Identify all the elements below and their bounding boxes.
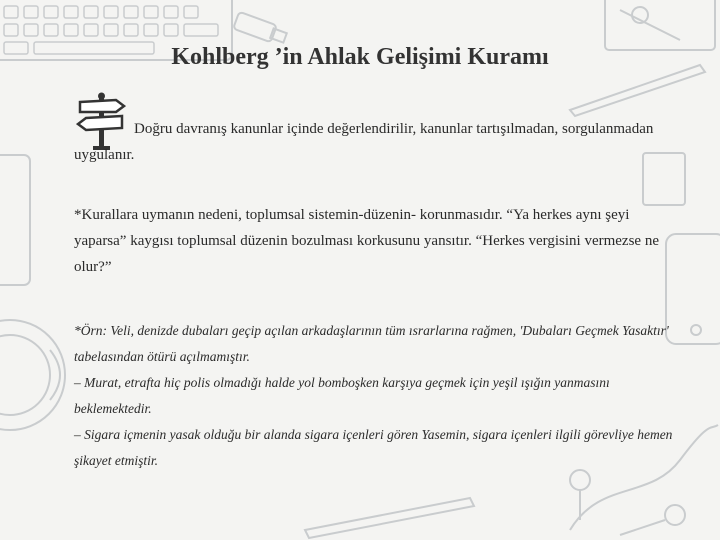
- intro-paragraph: Doğru davranış kanunlar içinde değerlendirilir, kanunlar tartışılmadan, sorgulanmadan uygulanır.: [74, 121, 654, 163]
- example-item: *Örn: Veli, denizde dubaları geçip açılan arkadaşlarının tüm ısrarlarına rağmen, 'Dubaları Geçmek Yasaktır' tabelasından ötürü açılmamıştır.: [74, 323, 669, 364]
- example-item: – Murat, etrafta hiç polis olmadığı halde yol bomboşken karşıya geçmek için yeşil ışığın yanmasını beklemektedir.: [74, 375, 610, 416]
- laptop-icon: [0, 150, 40, 300]
- slide-title: Kohlberg ’in Ahlak Gelişimi Kuramı: [171, 44, 549, 70]
- examples-list: [74, 318, 674, 474]
- pen-icon: [300, 490, 480, 540]
- coffee-cup-icon: [0, 300, 70, 450]
- example-item: – Sigara içmenin yasak olduğu bir alanda sigara içenleri gören Yasemin, sigara içenleri ilgili görevliye hemen şikayet etmiştir.: [74, 427, 673, 468]
- explanation-paragraph: *Kurallara uymanın nedeni, toplumsal sistemin-düzenin- korunmasıdır. “Ya herkes aynı şeyi yaparsa” kaygısı toplumsal düzenin bozulması korkusunu yansıtır. “Herkes vergisini vermezse ne olur?”: [74, 207, 659, 275]
- flash-drive-icon: [225, 8, 295, 48]
